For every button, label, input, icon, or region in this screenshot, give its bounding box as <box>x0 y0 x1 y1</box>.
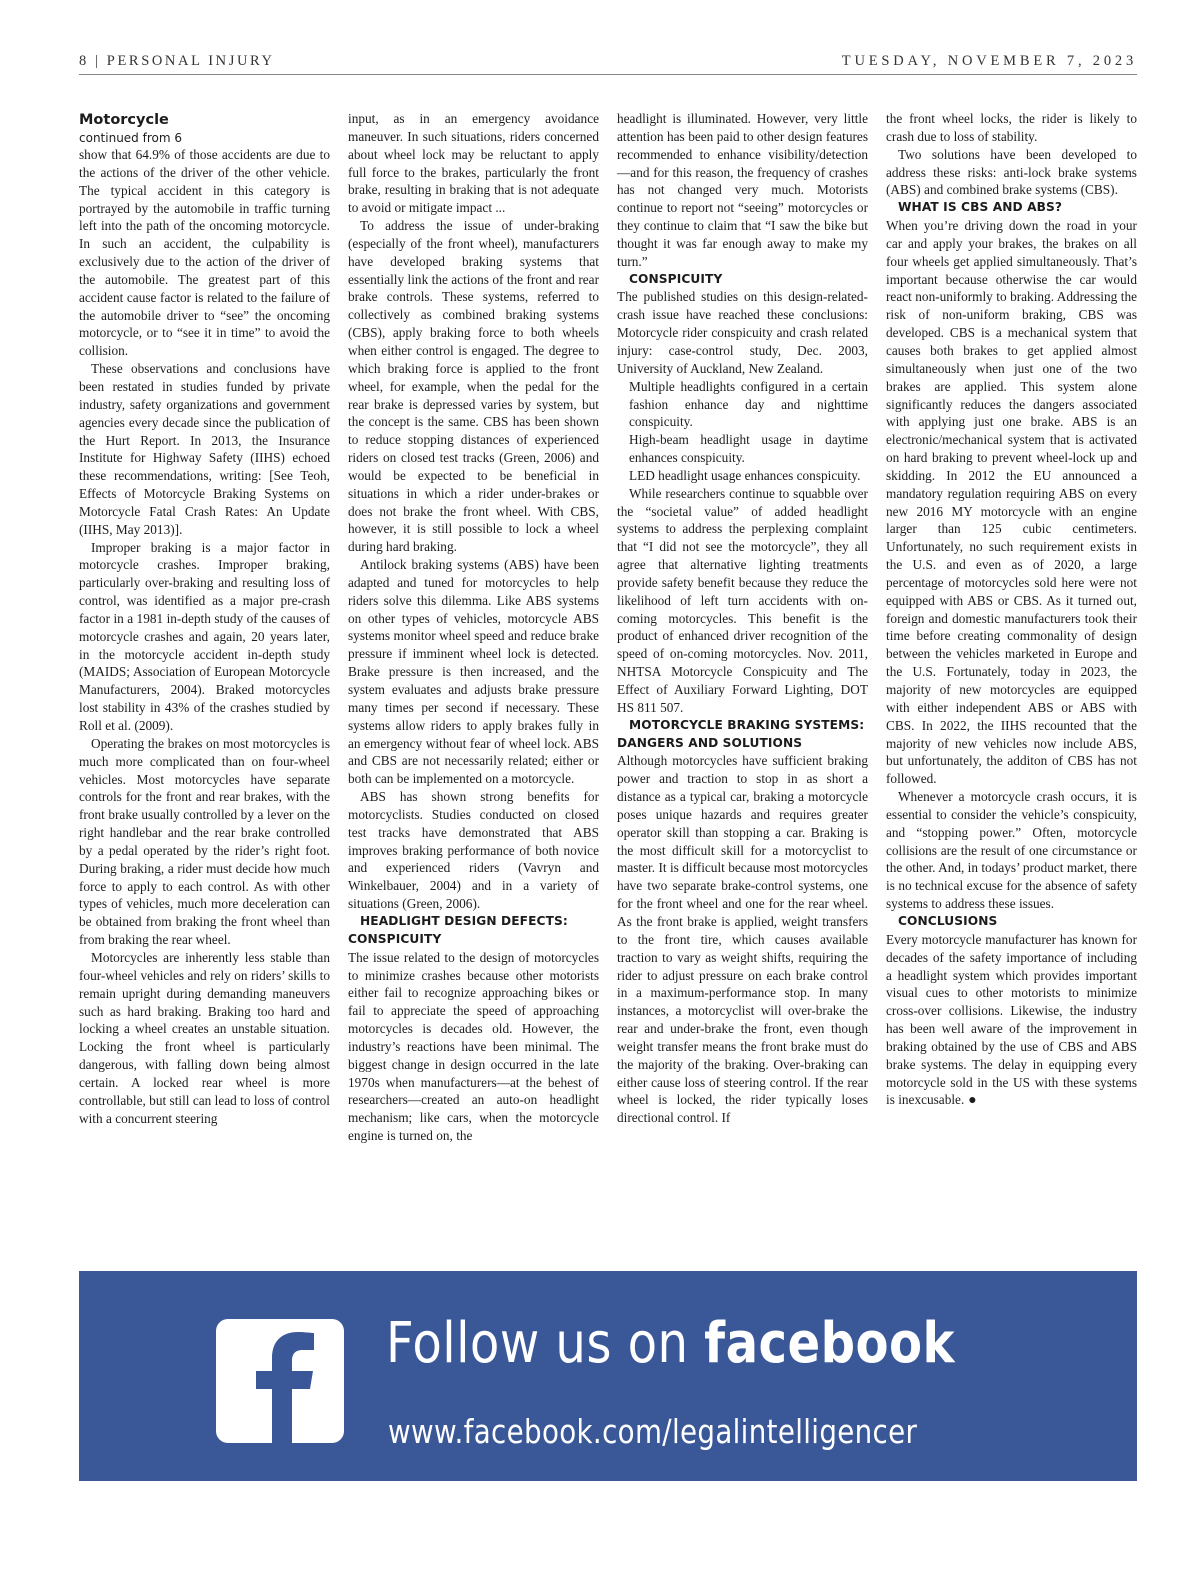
paragraph: show that 64.9% of those accidents are due to the actions of the driver of the other vehicle. The typical accident in this category is portrayed by the automobile in traffic turning left into the path of the oncoming motorcycle. In such an accident, the culpability is exclusively due to the action of the driver of the automobile. The greatest part of this accident cause factor is related to the failure of the automobile driver to “see” the oncoming motorcycle, or to “see it in time” to avoid the collision. <box>79 147 330 359</box>
paragraph: the front wheel locks, the rider is likely to crash due to loss of stability. <box>886 111 1137 144</box>
list-item: Multiple headlights configured in a certain fashion enhance day and nighttime conspicuity. <box>629 378 868 430</box>
banner-title <box>386 1309 955 1379</box>
paragraph: Motorcycles are inherently less stable than four-wheel vehicles and rely on riders’ skills to remain upright during demanding maneuvers such as hard braking. Braking too hard and locking a wheel creates an unstable situation. Locking the front wheel is particularly dangerous, with falling down being almost certain. A locked rear wheel is more controllable, but still can lead to loss of control with a concurrent steering <box>79 949 330 1126</box>
banner-title-bold: facebook <box>704 1311 955 1376</box>
paragraph: ABS has shown strong benefits for motorcyclists. Studies conducted on closed test tracks have demonstrated that ABS improves braking performance of both novice and experienced riders (Vavryn and Winkelbauer, 2004) and in a variety of situations (Green, 2006). <box>348 789 599 912</box>
paragraph: Antilock braking systems (ABS) have been adapted and tuned for motorcycles to help riders solve this dilemma. Like ABS systems on other types of vehicles, motorcycle ABS systems monitor wheel speed and reduce brake pressure if imminent wheel lock is detected. Brake pressure is then increased, and the system evaluates and adjusts brake pressure many times per second if necessary. These systems allow riders to apply brakes fully in an emergency without fear of wheel lock. ABS and CBS are not necessarily related; either or both can be implemented on a motorcycle. <box>348 557 599 787</box>
article-column-3 <box>617 110 868 1127</box>
paragraph: While researchers continue to squabble over the “societal value” of added headlight systems to address the perplexing complaint that “I did not see the motorcycle”, they all agree that alternative lighting treatments provide safety benefit because they reduce the likelihood of left turn accidents with on-coming motorcycles. This benefit is the product of enhanced driver recognition of the speed of on-coming motorcycles. Nov. 2011, NHTSA Motorcycle Conspicuity and The Effect of Auxiliary Forward Lighting, DOT HS 811 507. <box>617 485 868 715</box>
page-section-label: 8 | PERSONAL INJURY <box>79 53 275 69</box>
section-heading-braking: MOTORCYCLE BRAKING SYSTEMS: DANGERS AND SOLUTIONS <box>617 717 865 750</box>
paragraph: headlight is illuminated. However, very little attention has been paid to other design features recommended to enhance visibility/detection—and for this reason, the frequency of crashes has not changed very much. Motorists continue to report not “seeing” motorcycles or they continue to claim that “I saw the bike but thought it was far enough away to make my turn.” <box>617 111 868 269</box>
paragraph: Improper braking is a major factor in motorcycle crashes. Improper braking, particularly over-braking and resulting loss of control, was identified as a major pre-crash factor in a 1981 in-depth study of the causes of motorcycle crashes and again, 20 years later, in the motorcycle accident in-depth study (MAIDS; Association of European Motorcycle Manufacturers, 2004). Braked motorcycles lost stability in 43% of the crashes studied by Roll et al. (2009). <box>79 539 330 733</box>
paragraph: The issue related to the design of motorcycles to minimize crashes because other motorists either fail to recognize approaching bikes or fail to appreciate the speed of approaching motorcycles is decades old. However, the industry’s reactions have been minimal. The biggest change in design occurred in the late 1970s when manufacturers—at the behest of researchers—created an auto-on headlight mechanism; like cars, when the motorcycle engine is turned on, the <box>348 949 599 1144</box>
paragraph: Two solutions have been developed to address these risks: anti-lock brake systems (ABS) and combined brake systems (CBS). <box>886 146 1137 198</box>
banner-title-regular: Follow us on <box>386 1311 705 1376</box>
paragraph: To address the issue of under-braking (especially of the front wheel), manufacturers have developed braking systems that essentially link the actions of the front and rear brake controls. These systems, referred to collectively as combined braking systems (CBS), apply braking force to both wheels when either control is engaged. The degree to which braking force is applied to the front wheel, for example, when the pedal for the rear brake is depressed varies by system, but the concept is the same. CBS has been shown to reduce stopping distances of experienced riders on closed test tracks (Green, 2006) and would be expected to be beneficial in situations in which a rider under-brakes or does not brake the front wheel. With CBS, however, it is still possible to lock a wheel during hard braking. <box>348 218 599 555</box>
list-item: High-beam headlight usage in daytime enhances conspicuity. <box>629 432 868 466</box>
section-heading-cbs-abs: WHAT IS CBS AND ABS? <box>898 200 1063 215</box>
paragraph: Operating the brakes on most motorcycles is much more complicated than on four-wheel vehicles. Most motorcycles have separate controls for the front and rear brakes, with the front brake usually controlled by a lever on the right handlebar and the rear brake controlled by a pedal operated by the rider’s right foot. During braking, a rider must decide how much force to apply to each control. As with other types of vehicles, much more deceleration can be obtained from braking the front wheel than from braking the rear wheel. <box>79 735 330 948</box>
facebook-banner[interactable] <box>79 1271 1137 1481</box>
page-masthead <box>79 52 1137 75</box>
list-item: LED headlight usage enhances conspicuity. <box>629 467 861 483</box>
section-heading-headlight: HEADLIGHT DESIGN DEFECTS: CONSPICUITY <box>348 913 568 946</box>
paragraph: Although motorcycles have sufficient braking power and traction to stop in as short a distance as a typical car, braking a motorcycle poses unique hazards and requires greater operator skill than stopping a car. Braking is the most difficult skill for a motorcyclist to master. It is difficult because most motorcycles have two separate brake-control systems, one for the front wheel and one for the rear wheel. As the front brake is applied, weight transfers to the front tire, which causes available traction to vary as weight shifts, requiring the rider to adjust pressure on each brake control in a maximum-performance stop. In many instances, a motorcyclist will over-brake the rear and under-brake the front, even though weight transfer means the front brake must do the majority of the braking. Over-braking can either cause loss of steering control. If the rear wheel is locked, the rider typically loses directional control. If <box>617 753 868 1126</box>
article-column-2 <box>348 110 599 1145</box>
facebook-logo-icon <box>216 1319 344 1443</box>
final-text: Every motorcycle manufacturer has known for decades of the safety importance of including a headlight system which provides important visual cues to other motorists to minimize cross-over collisions. Likewise, the industry has been well aware of the improvement in braking obtained by the use of CBS and ABS brake systems. The delay in equipping every motorcycle sold in the US with these systems is inexcusable. <box>886 931 1137 1108</box>
paragraph: input, as in an emergency avoidance maneuver. In such situations, riders concerned about wheel lock may be reluctant to apply full force to the brakes, particularly the front brake, resulting in braking that is not adequate to avoid or mitigate impact ... <box>348 111 599 216</box>
paragraph: Whenever a motorcycle crash occurs, it is essential to consider the vehicle’s conspicuity, and “stopping power.” Often, motorcycle collisions are the result of one circumstance or the other. And, in todays’ product market, there is no technical excuse for the absence of safety systems to address these issues. <box>886 789 1137 912</box>
paragraph-final <box>886 931 1137 1110</box>
continued-from: continued from 6 <box>79 131 182 145</box>
paragraph: When you’re driving down the road in your car and apply your brakes, the brakes on all four wheels get applied simultaneously. That’s important because otherwise the car would react non-uniformly to braking. Addressing the risk of non-uniform braking, CBS was developed. CBS is a mechanical system that causes both brakes to get applied almost simultaneously when just one of the two brakes are applied. This system alone significantly reduces the dangers associated with applying just one brake. ABS is an electronic/mechanical system that is activated on hard braking to prevent wheel-lock up and skidding. In 2012 the EU announced a mandatory regulation requiring ABS on every new 2016 MY motorcycle with an engine larger than 125 cubic centimeters. Unfortunately, no such requirement exists in the U.S. and even as of 2020, a large percentage of motorcycles sold here were not equipped with ABS or CBS. As it turned out, foreign and domestic manufacturers took their time before creating commonality of design between the vehicles marketed in Europe and the U.S. Fortunately, today in 2023, the majority of new motorcycles are equipped with either independent ABS or ABS with CBS. In 2022, the IIHS recounted that the majority of new vehicles now include ABS, but unfortunately, the additon of CBS has not followed. <box>886 218 1137 787</box>
issue-date: TUESDAY, NOVEMBER 7, 2023 <box>841 53 1137 69</box>
section-heading-conspicuity: CONSPICUITY <box>629 271 723 286</box>
end-mark-icon: ● <box>968 1093 977 1109</box>
paragraph: These observations and conclusions have been restated in studies funded by private industry, safety organizations and government agencies every decade since the publication of the Hurt Report. In 2013, the Insurance Institute for Highway Safety (IIHS) echoed these recommendations, writing: [See Teoh, Effects of Motorcycle Braking Systems on Motorcycle Fatal Crash Rates: An Update (IIHS, May 2013)]. <box>79 361 330 537</box>
paragraph: The published studies on this design-related-crash issue have reached these conclusions: Motorcycle rider conspicuity and crash related injury: case-control study, Dec. 2003, University of Auckland, New Zealand. <box>617 289 868 376</box>
article-column-1 <box>79 110 330 1127</box>
article-kicker: Motorcycle <box>79 112 169 128</box>
section-heading-conclusions: CONCLUSIONS <box>898 913 998 928</box>
facebook-url-link[interactable]: www.facebook.com/legalintelligencer <box>388 1412 918 1451</box>
article-column-4 <box>886 110 1137 1110</box>
